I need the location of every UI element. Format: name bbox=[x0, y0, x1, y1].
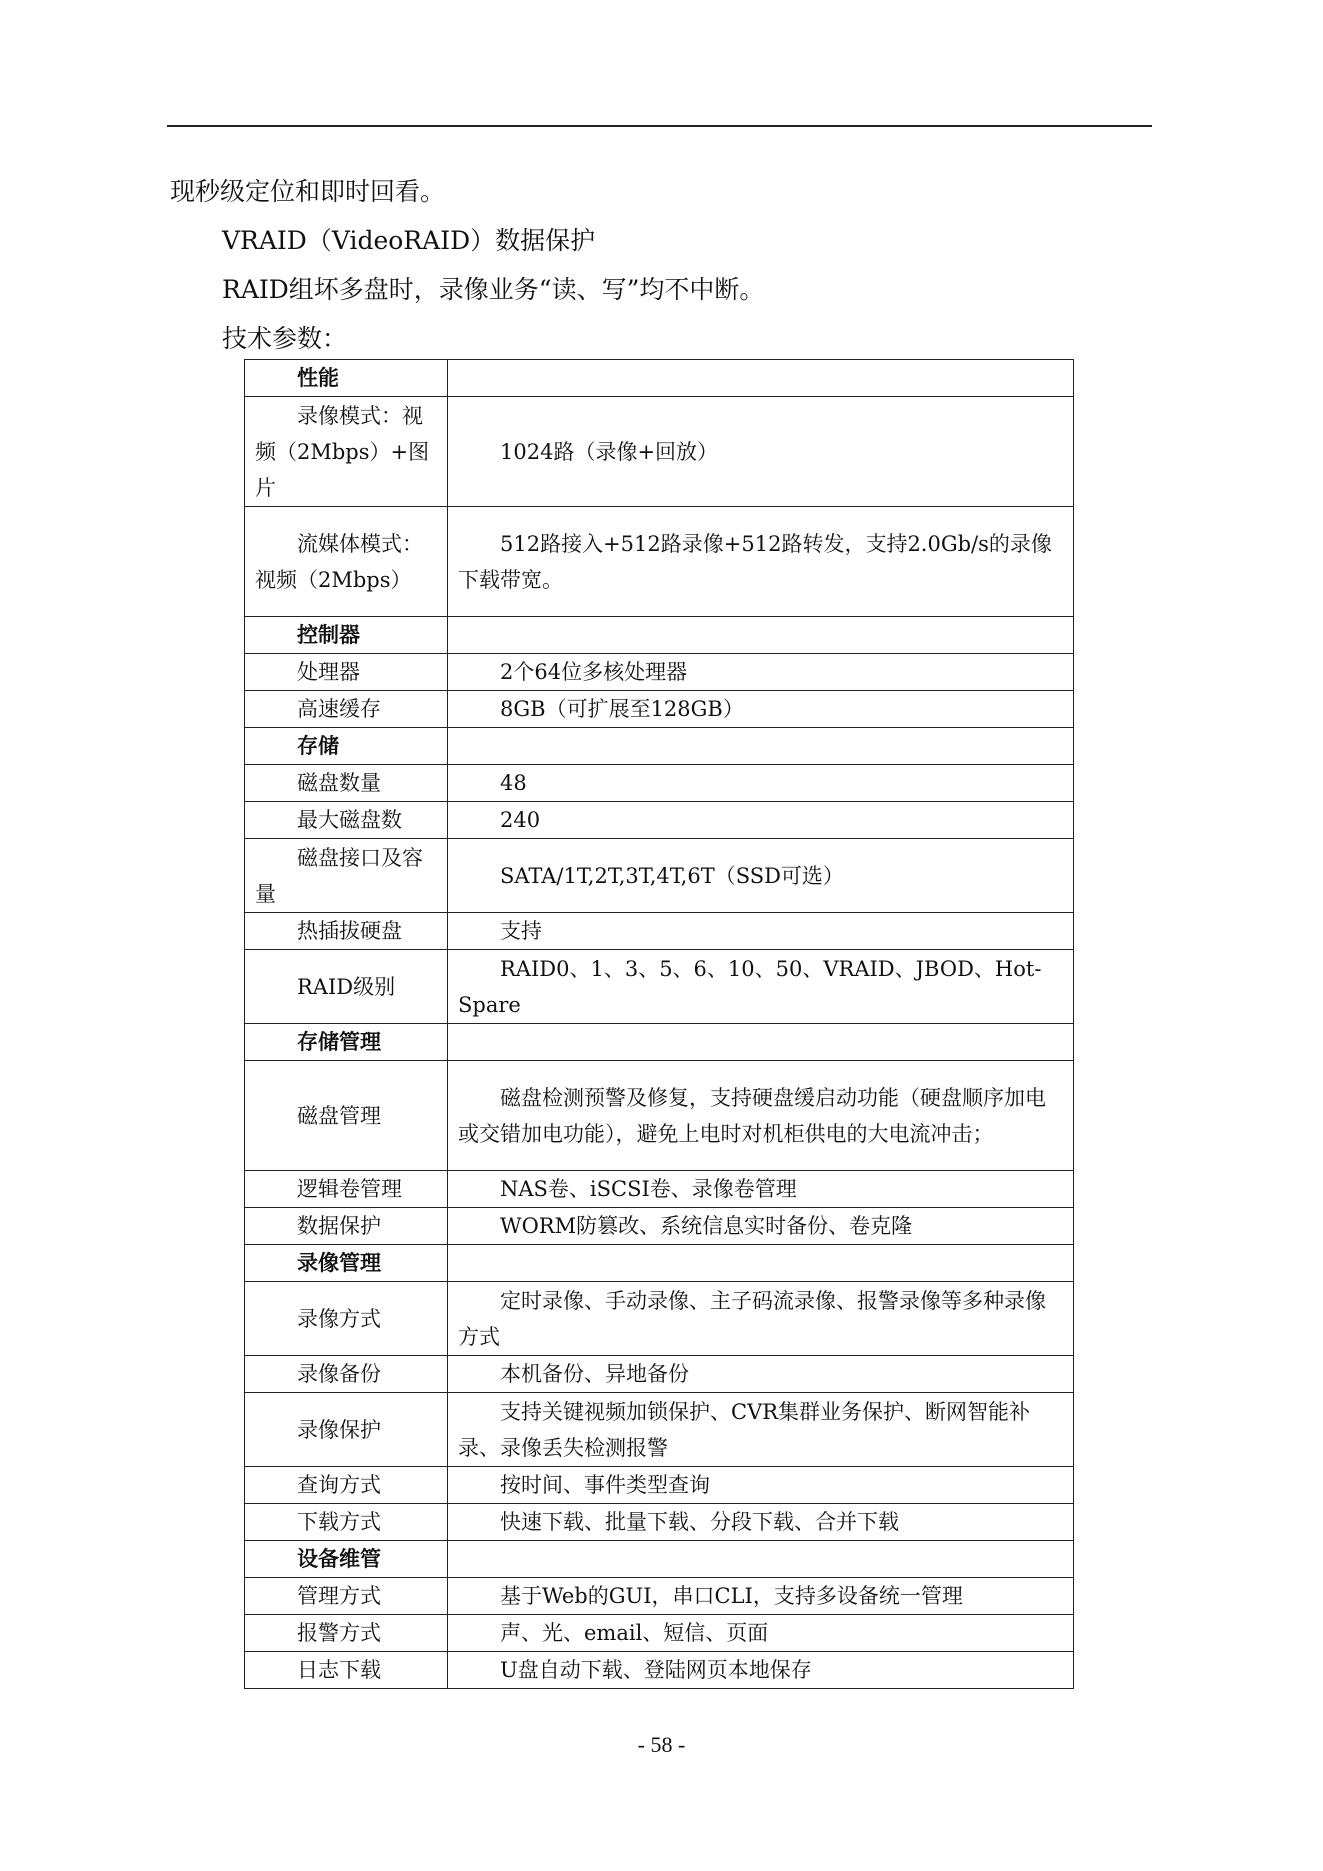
row-value: 2个64位多核处理器 bbox=[448, 654, 1074, 691]
row-value bbox=[448, 360, 1074, 397]
row-label: RAID级别 bbox=[245, 950, 448, 1024]
table-row bbox=[245, 1282, 1074, 1356]
row-label: 日志下载 bbox=[245, 1652, 448, 1689]
row-label: 存储 bbox=[245, 728, 448, 765]
row-value: 8GB（可扩展至128GB） bbox=[448, 691, 1074, 728]
table-row bbox=[245, 765, 1074, 802]
row-value: 512路接入+512路录像+512路转发，支持2.0Gb/s的录像下载带宽。 bbox=[448, 507, 1074, 617]
row-value: 48 bbox=[448, 765, 1074, 802]
body-paragraph: RAID组坏多盘时，录像业务“读、写”均不中断。 bbox=[222, 275, 765, 304]
row-value: 1024路（录像+回放） bbox=[448, 397, 1074, 507]
row-value: RAID0、1、3、5、6、10、50、VRAID、JBOD、Hot-Spare bbox=[448, 950, 1074, 1024]
table-row bbox=[245, 1652, 1074, 1689]
row-label: 录像备份 bbox=[245, 1356, 448, 1393]
table-row bbox=[245, 1061, 1074, 1171]
row-label: 存储管理 bbox=[245, 1024, 448, 1061]
row-label: 下载方式 bbox=[245, 1504, 448, 1541]
row-value: NAS卷、iSCSI卷、录像卷管理 bbox=[448, 1171, 1074, 1208]
table-row bbox=[245, 950, 1074, 1024]
row-label: 磁盘数量 bbox=[245, 765, 448, 802]
row-label: 录像模式：视频（2Mbps）+图片 bbox=[245, 397, 448, 507]
body-paragraph: 现秒级定位和即时回看。 bbox=[170, 177, 446, 206]
row-value: 磁盘检测预警及修复，支持硬盘缓启动功能（硬盘顺序加电或交错加电功能），避免上电时对机柜供电的大电流冲击； bbox=[448, 1061, 1074, 1171]
row-label: 磁盘管理 bbox=[245, 1061, 448, 1171]
table-section-row bbox=[245, 1541, 1074, 1578]
row-label: 控制器 bbox=[245, 617, 448, 654]
table-row bbox=[245, 913, 1074, 950]
table-row bbox=[245, 1578, 1074, 1615]
row-value: 本机备份、异地备份 bbox=[448, 1356, 1074, 1393]
row-label: 处理器 bbox=[245, 654, 448, 691]
row-label: 录像方式 bbox=[245, 1282, 448, 1356]
table-row bbox=[245, 654, 1074, 691]
page-number: - 58 - bbox=[637, 1732, 686, 1757]
table-section-row bbox=[245, 1024, 1074, 1061]
row-value bbox=[448, 728, 1074, 765]
row-label: 逻辑卷管理 bbox=[245, 1171, 448, 1208]
row-label: 磁盘接口及容量 bbox=[245, 839, 448, 913]
row-value: 支持关键视频加锁保护、CVR集群业务保护、断网智能补录、录像丢失检测报警 bbox=[448, 1393, 1074, 1467]
row-value: SATA/1T,2T,3T,4T,6T（SSD可选） bbox=[448, 839, 1074, 913]
table-row bbox=[245, 507, 1074, 617]
row-value: 240 bbox=[448, 802, 1074, 839]
row-label: 报警方式 bbox=[245, 1615, 448, 1652]
table-row bbox=[245, 1393, 1074, 1467]
row-label: 查询方式 bbox=[245, 1467, 448, 1504]
row-value: 按时间、事件类型查询 bbox=[448, 1467, 1074, 1504]
table-row bbox=[245, 397, 1074, 507]
row-value: 支持 bbox=[448, 913, 1074, 950]
row-value: WORM防篡改、系统信息实时备份、卷克隆 bbox=[448, 1208, 1074, 1245]
row-value bbox=[448, 617, 1074, 654]
row-value: 声、光、email、短信、页面 bbox=[448, 1615, 1074, 1652]
row-label: 录像保护 bbox=[245, 1393, 448, 1467]
table-row bbox=[245, 1208, 1074, 1245]
row-value bbox=[448, 1541, 1074, 1578]
row-label: 热插拔硬盘 bbox=[245, 913, 448, 950]
table-row bbox=[245, 802, 1074, 839]
row-value: U盘自动下载、登陆网页本地保存 bbox=[448, 1652, 1074, 1689]
table-row bbox=[245, 1171, 1074, 1208]
row-value bbox=[448, 1024, 1074, 1061]
row-label: 录像管理 bbox=[245, 1245, 448, 1282]
row-value: 快速下载、批量下载、分段下载、合并下载 bbox=[448, 1504, 1074, 1541]
row-label: 管理方式 bbox=[245, 1578, 448, 1615]
row-value bbox=[448, 1245, 1074, 1282]
table-section-row bbox=[245, 728, 1074, 765]
header-rule bbox=[167, 125, 1152, 127]
row-label: 流媒体模式：视频（2Mbps） bbox=[245, 507, 448, 617]
table-row bbox=[245, 1356, 1074, 1393]
row-label: 设备维管 bbox=[245, 1541, 448, 1578]
section-heading-vraid: VRAID（VideoRAID）数据保护 bbox=[222, 226, 596, 255]
table-section-row bbox=[245, 360, 1074, 397]
row-label: 最大磁盘数 bbox=[245, 802, 448, 839]
table-row bbox=[245, 1615, 1074, 1652]
table-row bbox=[245, 1504, 1074, 1541]
row-value: 定时录像、手动录像、主子码流录像、报警录像等多种录像方式 bbox=[448, 1282, 1074, 1356]
row-label: 数据保护 bbox=[245, 1208, 448, 1245]
table-row bbox=[245, 1467, 1074, 1504]
spec-table-caption: 技术参数： bbox=[222, 324, 348, 353]
spec-table bbox=[244, 359, 1074, 1689]
row-value: 基于Web的GUI，串口CLI，支持多设备统一管理 bbox=[448, 1578, 1074, 1615]
table-section-row bbox=[245, 617, 1074, 654]
row-label: 高速缓存 bbox=[245, 691, 448, 728]
table-row bbox=[245, 839, 1074, 913]
table-section-row bbox=[245, 1245, 1074, 1282]
row-label: 性能 bbox=[245, 360, 448, 397]
table-row bbox=[245, 691, 1074, 728]
